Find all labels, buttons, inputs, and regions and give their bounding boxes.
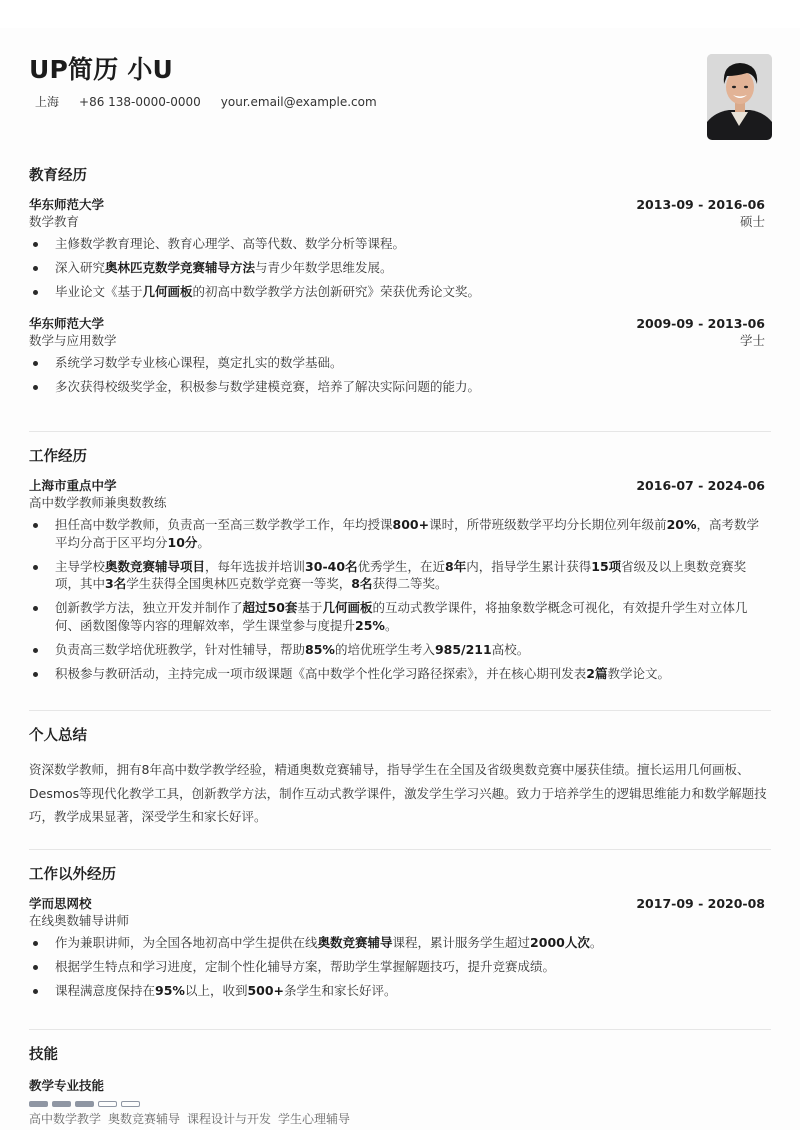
location: 上海 bbox=[35, 95, 60, 109]
bullet-item: 系统学习数学专业核心课程，奠定扎实的数学基础。 bbox=[29, 354, 771, 372]
extra-experience-section bbox=[29, 865, 771, 1006]
skill-tag: 课程设计与开发 bbox=[187, 1112, 272, 1126]
skill-level-bar bbox=[29, 1101, 771, 1107]
bullet-item: 深入研究奥林匹克数学竞赛辅导方法与青少年数学思维发展。 bbox=[29, 259, 771, 277]
section-title-extra: 工作以外经历 bbox=[29, 867, 116, 883]
section-title-skills: 技能 bbox=[29, 1047, 58, 1063]
degree: 硕士 bbox=[739, 214, 765, 229]
skills-section bbox=[29, 1045, 771, 1127]
highlight-text: 8年 bbox=[445, 558, 467, 574]
highlight-text: 8名 bbox=[351, 576, 373, 591]
section-divider bbox=[29, 431, 771, 432]
highlight-text: 15项 bbox=[591, 558, 622, 574]
skill-tags bbox=[29, 1111, 771, 1127]
highlight-text: 800+ bbox=[392, 517, 430, 532]
bullet-item: 毕业论文《基于几何画板的初高中数学教学方法创新研究》荣获优秀论文奖。 bbox=[29, 283, 771, 301]
phone: +86 138-0000-0000 bbox=[79, 95, 201, 109]
highlight-text: 10分 bbox=[167, 534, 198, 550]
bullet-item: 多次获得校级奖学金，积极参与数学建模竞赛，培养了解决实际问题的能力。 bbox=[29, 378, 771, 396]
highlight-text: 2篇 bbox=[586, 665, 608, 681]
skill-tag: 学生心理辅导 bbox=[278, 1112, 351, 1126]
avatar-portrait-icon bbox=[707, 54, 772, 140]
highlight-text: 500+ bbox=[247, 983, 285, 998]
bullet-list bbox=[29, 516, 771, 682]
date-range: 2016-07 - 2024-06 bbox=[636, 478, 765, 493]
company-name: 学而思网校 bbox=[29, 896, 92, 911]
section-title-summary: 个人总结 bbox=[29, 728, 87, 744]
job-title: 在线奥数辅导讲师 bbox=[29, 913, 130, 928]
education-section bbox=[29, 166, 771, 402]
highlight-text: 25% bbox=[355, 617, 385, 633]
bullet-item: 根据学生特点和学习进度，定制个性化辅导方案，帮助学生掌握解题技巧，提升竞赛成绩。 bbox=[29, 958, 771, 976]
degree: 学士 bbox=[739, 332, 765, 348]
profile-photo bbox=[707, 54, 772, 140]
section-divider bbox=[29, 710, 771, 711]
bullet-item: 作为兼职讲师，为全国各地初高中学生提供在线奥数竞赛辅导课程，累计服务学生超过2000人次。 bbox=[29, 934, 771, 952]
section-title-education: 教育经历 bbox=[29, 168, 87, 184]
skill-tag: 高中数学教学 bbox=[29, 1112, 102, 1126]
skill-level-segment bbox=[75, 1101, 94, 1107]
highlight-text: 奥数竞赛辅导项目 bbox=[105, 558, 206, 574]
highlight-text: 超过50套 bbox=[242, 600, 298, 615]
highlight-text: 985/211 bbox=[434, 641, 492, 657]
bullet-item: 负责高三数学培优班教学，针对性辅导，帮助85%的培优班学生考入985/211高校。 bbox=[29, 641, 771, 659]
bullet-item: 创新教学方法，独立开发并制作了超过50套基于几何画板的互动式教学课件，将抽象数学概念可视化，有效提升学生对立体几何、函数图像等内容的理解效率，学生课堂参与度提升25%。 bbox=[29, 599, 771, 634]
section-title-work: 工作经历 bbox=[29, 449, 87, 465]
work-section bbox=[29, 447, 771, 689]
skill-level-segment bbox=[52, 1101, 71, 1107]
skill-level-segment bbox=[29, 1101, 48, 1107]
highlight-text: 2000人次 bbox=[530, 935, 590, 950]
highlight-text: 奥数竞赛辅导 bbox=[317, 935, 393, 950]
bullet-item: 主导学校奥数竞赛辅导项目，每年选拔并培训30-40名优秀学生，在近8年内，指导学生累计获得15项省级及以上奥数竞赛奖项，其中3名学生获得全国奥林匹克数学竞赛一等奖，8名获得二等奖。 bbox=[29, 558, 771, 593]
date-range: 2013-09 - 2016-06 bbox=[636, 197, 765, 212]
date-range: 2017-09 - 2020-08 bbox=[636, 896, 765, 911]
bullet-item: 课程满意度保持在95%以上，收到500+条学生和家长好评。 bbox=[29, 982, 771, 1000]
date-range: 2009-09 - 2013-06 bbox=[636, 315, 765, 331]
skill-tag: 奥数竞赛辅导 bbox=[108, 1112, 181, 1126]
page-top-margin bbox=[0, 0, 800, 28]
skill-level-segment bbox=[98, 1101, 117, 1107]
candidate-name: UP简历 小U bbox=[29, 55, 174, 84]
school-name: 华东师范大学 bbox=[29, 197, 105, 212]
job-title: 高中数学教师兼奥数教练 bbox=[29, 495, 167, 510]
highlight-text: 3名 bbox=[105, 576, 127, 591]
bullet-list bbox=[29, 235, 771, 301]
bullet-item: 积极参与教研活动，主持完成一项市级课题《高中数学个性化学习路径探索》，并在核心期刊发表2篇教学论文。 bbox=[29, 665, 771, 683]
highlight-text: 30-40名 bbox=[305, 558, 358, 574]
company-name: 上海市重点中学 bbox=[29, 478, 117, 493]
major: 数学与应用数学 bbox=[29, 332, 117, 348]
summary-text: 资深数学教师，拥有8年高中数学教学经验，精通奥数竞赛辅导，指导学生在全国及省级奥数竞赛中屡获佳绩。擅长运用几何画板、Desmos等现代化教学工具，创新教学方法，制作互动式教学课件，激发学生学习兴趣。致力于培养学生的逻辑思维能力和数学解题技巧，教学成果显著，深受学生和家长好评。 bbox=[29, 762, 767, 824]
section-divider bbox=[29, 1029, 771, 1030]
skill-level-segment bbox=[121, 1101, 140, 1107]
highlight-text: 几何画板 bbox=[322, 600, 373, 615]
email: your.email@example.com bbox=[220, 95, 377, 109]
section-divider bbox=[29, 849, 771, 850]
work-entry bbox=[29, 477, 771, 682]
major: 数学教育 bbox=[29, 214, 80, 229]
bullet-list bbox=[29, 354, 771, 396]
contact-info bbox=[29, 94, 771, 110]
skill-category-name: 教学专业技能 bbox=[29, 1078, 105, 1093]
extra-entry bbox=[29, 895, 771, 1000]
highlight-text: 奥林匹克数学竞赛辅导方法 bbox=[105, 260, 256, 275]
summary-section bbox=[29, 726, 771, 829]
highlight-text: 95% bbox=[155, 983, 185, 998]
education-entry bbox=[29, 315, 771, 396]
bullet-item: 担任高中数学教师，负责高一至高三数学教学工作，年均授课800+课时，所带班级数学平均分长期位列年级前20%，高考数学平均分高于区平均分10分。 bbox=[29, 516, 771, 551]
bullet-item: 主修数学教育理论、教育心理学、高等代数、数学分析等课程。 bbox=[29, 235, 771, 253]
school-name: 华东师范大学 bbox=[29, 315, 105, 331]
highlight-text: 85% bbox=[305, 641, 335, 657]
resume-header bbox=[29, 54, 771, 110]
education-entry bbox=[29, 196, 771, 301]
highlight-text: 几何画板 bbox=[142, 284, 193, 299]
bullet-list bbox=[29, 934, 771, 1000]
highlight-text: 20% bbox=[666, 517, 697, 532]
